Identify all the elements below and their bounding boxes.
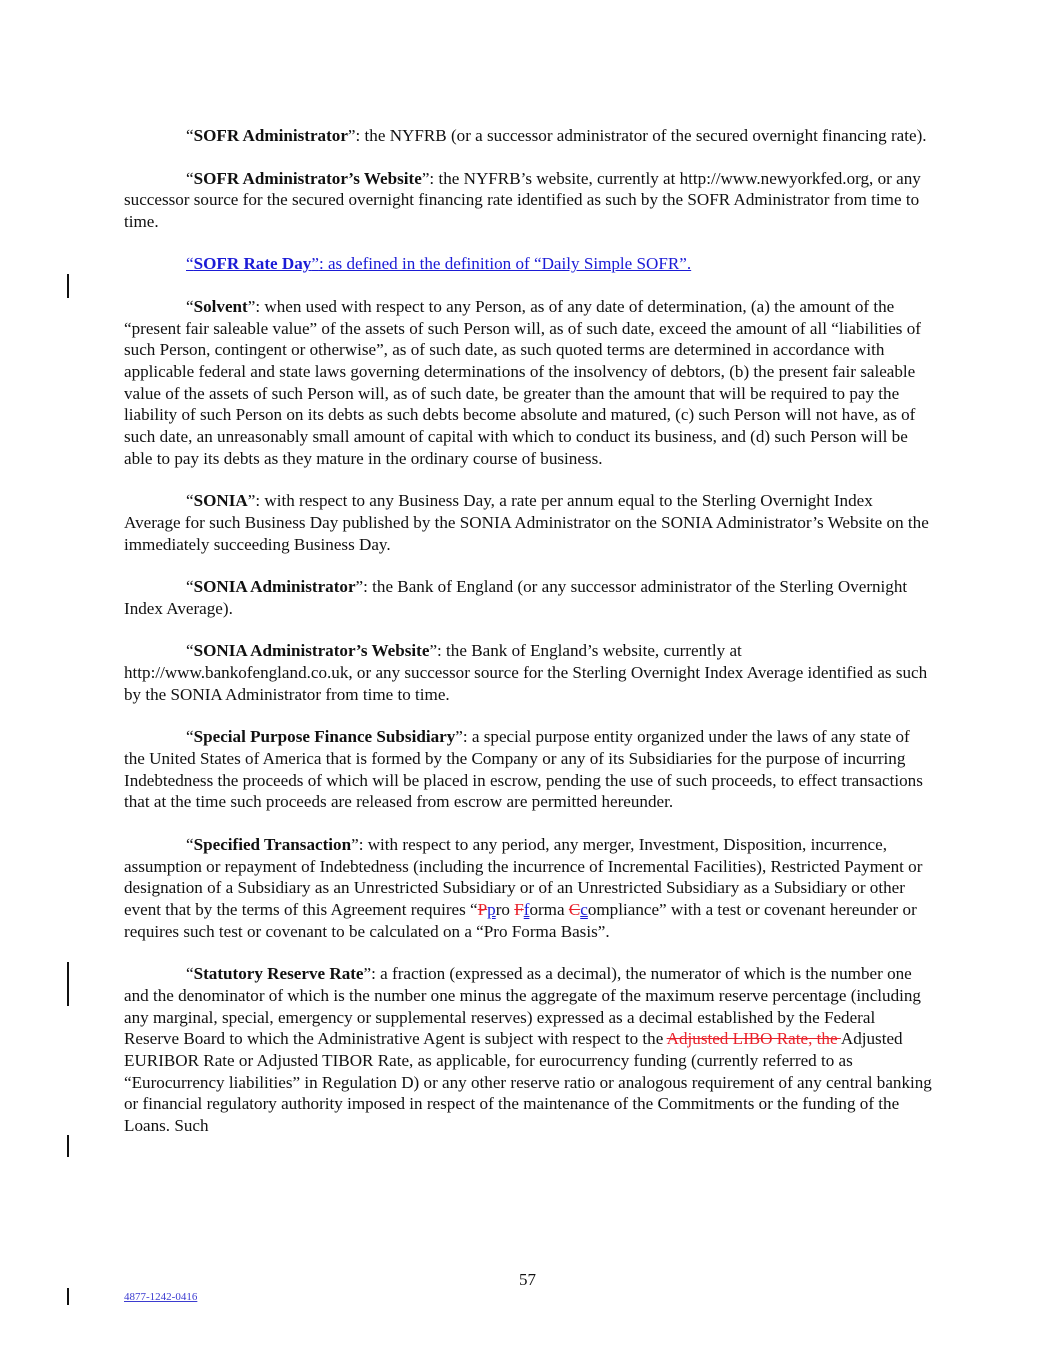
definition-text: ompliance” with a test or covenant hereunder or requires such test or covenant to be calculated on a “Pro Forma Basis”.	[124, 900, 917, 941]
defined-term: SOFR Rate Day	[193, 254, 312, 274]
close-quote: ”	[347, 126, 356, 145]
close-quote: ”	[247, 491, 256, 511]
defined-term: SOFR Administrator	[193, 126, 348, 145]
deleted-text: P	[477, 900, 488, 920]
close-quote: ”	[363, 964, 372, 984]
defined-term: SOFR Administrator’s Website	[193, 168, 422, 188]
defined-term: Special Purpose Finance Subsidiary	[193, 727, 456, 747]
defined-term: SONIA Administrator’s Website	[193, 641, 430, 661]
definition-special-purpose-finance-subsidiary	[124, 726, 932, 813]
definition-sofr-rate-day-inserted	[124, 253, 932, 275]
page-number: 57	[519, 1270, 536, 1289]
deleted-text: C	[568, 900, 581, 920]
inserted-text: p	[487, 900, 496, 920]
definition-text: : with respect to any Business Day, a rate per annum equal to the Sterling Overnight Index Average for such Business Day published by the SONIA Administrator on the SONIA Administrator’s Website on the immediately succeeding Business Day.	[124, 491, 929, 554]
open-quote: “	[186, 491, 194, 511]
definition-text: ro	[495, 900, 515, 920]
definition-text: : as defined in the definition of “Daily Simple SOFR”.	[318, 254, 692, 274]
open-quote: “	[186, 126, 194, 145]
definition-text: : the Bank of England (or any successor administrator of the Sterling Overnight Index Average).	[124, 577, 908, 618]
open-quote: “	[186, 577, 194, 597]
definition-text: : the NYFRB (or a successor administrator of the secured overnight financing rate).	[355, 126, 927, 145]
definition-text: : the NYFRB’s website, currently at http://www.newyorkfed.org, or any successor source for the secured overnight financing rate identified as such by the SOFR Administrator from time to time.	[124, 168, 921, 231]
deleted-text: F	[514, 900, 524, 920]
definition-text: : with respect to any period, any merger, Investment, Disposition, incurrence, assumption or repayment of Indebtedness (including the incurrence of Incremental Facilities), Restricted Payment or designation of a Subsidiary as an Unrestricted Subsidiary or of an Unrestricted Subsidiary as a Subsidiary or other event that by the terms of this Agreement requires “	[124, 834, 923, 920]
close-quote: ”	[351, 834, 359, 854]
defined-term: Specified Transaction	[193, 834, 352, 854]
defined-term: SONIA	[193, 491, 248, 511]
close-quote: ”	[311, 254, 319, 274]
inserted-text: f	[523, 900, 530, 920]
definition-specified-transaction	[124, 834, 932, 943]
definition-text: : a special purpose entity organized under the laws of any state of the United States of America that is formed by the Company or any of its Subsidiaries for the purpose of incurring Indebtedness the proceeds of which will be placed in escrow, pending the use of such proceeds, to effect transactions that at the time such proceeds are released from escrow are permitted hereunder.	[124, 727, 923, 812]
change-bar	[67, 274, 69, 298]
open-quote: “	[186, 254, 194, 274]
definition-text: Adjusted EURIBOR Rate or Adjusted TIBOR Rate, as applicable, for eurocurrency funding (currently referred to as “Eurocurrency liabilities” in Regulation D) or any other reserve ratio or analogous requirement of any central banking or financial regulatory authority imposed in respect of the maintenance of the Commitments or the funding of the Loans. Such	[124, 1029, 932, 1136]
open-quote: “	[186, 296, 194, 316]
defined-term: SONIA Administrator	[193, 577, 356, 597]
change-bar	[67, 1135, 69, 1157]
open-quote: “	[186, 727, 194, 747]
close-quote: ”	[421, 168, 430, 188]
close-quote: ”	[247, 296, 256, 316]
definition-sonia-administrator	[124, 576, 932, 619]
close-quote: ”	[429, 641, 438, 661]
open-quote: “	[186, 964, 194, 984]
defined-term: Solvent	[193, 296, 248, 316]
close-quote: ”	[355, 577, 364, 597]
definition-text: : when used with respect to any Person, as of any date of determination, (a) the amount of the “present fair saleable value” of the assets of such Person will, as of such date, exceed the amount of all “liabilities of such Person, contingent or otherwise”, as of such date, as such quoted terms are determined in accordance with applicable federal and state laws governing determinations of the insolvency of debtors, (b) the present fair saleable value of the assets of such Person will, as of such date, be greater than the amount that will be required to pay the liability of such Person on its debts as such debts become absolute and matured, (c) such Person will not have, as of such date, an unreasonably small amount of capital with which to conduct its business, and (d) such Person will be able to pay its debts as they mature in the ordinary course of business.	[124, 296, 921, 468]
change-bar	[67, 962, 69, 1006]
definition-solvent	[124, 296, 932, 470]
close-quote: ”	[455, 727, 463, 747]
definition-sonia-administrator-website	[124, 640, 932, 705]
document-body	[124, 125, 932, 1158]
open-quote: “	[186, 834, 194, 854]
inserted-text: c	[580, 900, 588, 920]
change-bar	[67, 1288, 69, 1305]
definition-sonia	[124, 490, 932, 555]
deleted-text: Adjusted LIBO Rate, the	[666, 1029, 841, 1049]
open-quote: “	[186, 641, 194, 661]
document-id-footer: 4877-1242-0416	[124, 1291, 198, 1303]
definition-sofr-administrator-website	[124, 168, 932, 233]
definition-sofr-administrator	[124, 125, 932, 147]
definition-text: orma	[529, 900, 569, 920]
defined-term: Statutory Reserve Rate	[193, 964, 364, 984]
open-quote: “	[186, 168, 194, 188]
definition-text: : a fraction (expressed as a decimal), the numerator of which is the number one and the denominator of which is the number one minus the aggregate of the maximum reserve percentage (including any marginal, special, emergency or supplemental reserves) expressed as a decimal established by the Federal Reserve Board to which the Administrative Agent is subject with respect to the	[124, 964, 921, 1049]
definition-statutory-reserve-rate	[124, 963, 932, 1137]
definition-text: : the Bank of England’s website, currently at http://www.bankofengland.co.uk, or any successor source for the Sterling Overnight Index Average identified as such by the SONIA Administrator from time to time.	[124, 641, 928, 704]
